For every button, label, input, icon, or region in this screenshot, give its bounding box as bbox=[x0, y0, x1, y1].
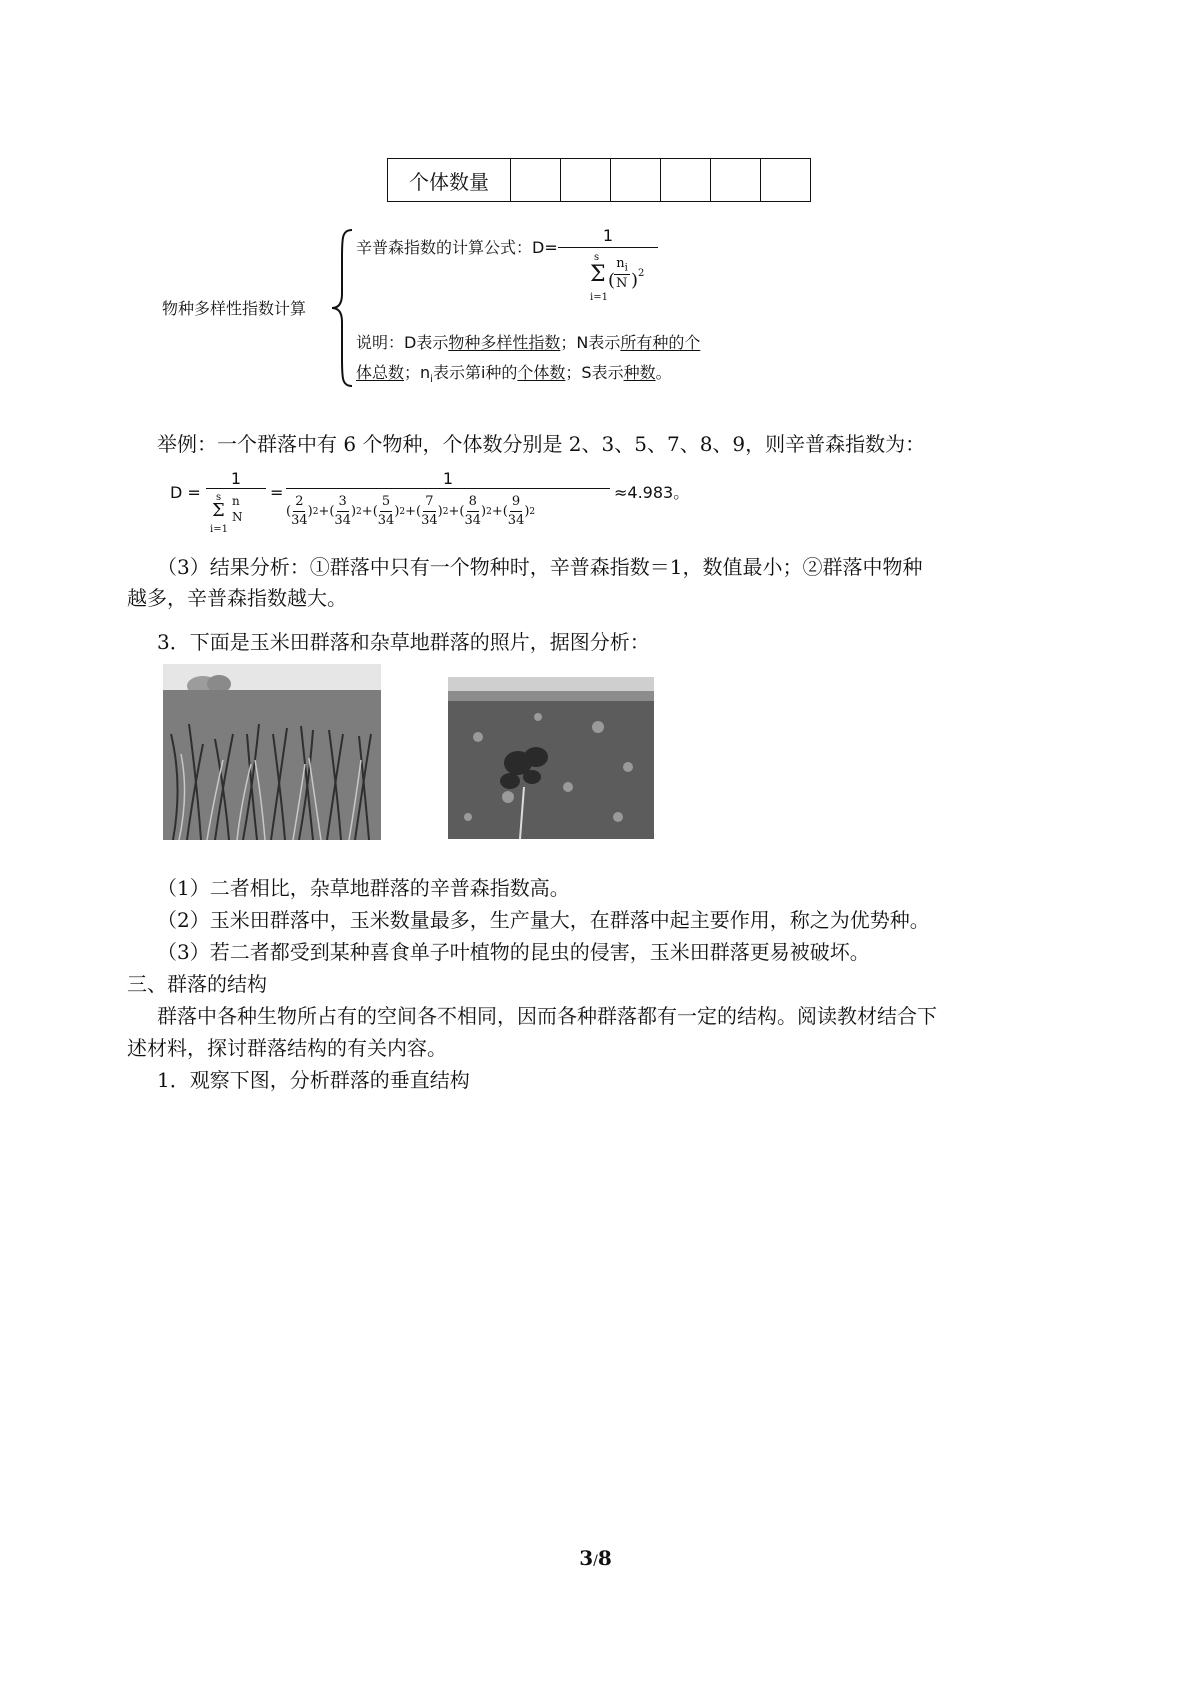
ex-term: ( $\frac{5}{34}$ ) 2 bbox=[372, 494, 406, 528]
ex-term-exponent: 2 bbox=[486, 506, 492, 517]
plus-sign: + bbox=[491, 504, 503, 519]
explain-text: 。 bbox=[655, 363, 672, 382]
explain-text: 说明：D表示 bbox=[356, 333, 449, 352]
ex-term: ( $\frac{7}{34}$ ) 2 bbox=[416, 494, 449, 528]
ex-term-numerator: 2 bbox=[293, 493, 305, 512]
example-formula bbox=[170, 470, 700, 542]
section-para-2: 述材料，探讨群落结构的有关内容。 bbox=[127, 1036, 447, 1060]
ex-n-var: n bbox=[232, 494, 240, 508]
simpson-formula: 1 s Σ i=1 ( $n_i$ N ) 2 bbox=[558, 225, 658, 310]
table-header-cell: 个体数量 bbox=[388, 159, 511, 202]
table-cell bbox=[711, 159, 761, 202]
left-brace-icon bbox=[330, 228, 356, 388]
ex-term-denominator: 34 bbox=[464, 513, 481, 528]
ex-term-exponent: 2 bbox=[312, 506, 319, 517]
explain-term-s: 种数 bbox=[623, 363, 656, 382]
ex-term: ( $\frac{2}{34}$ ) 2 bbox=[286, 494, 319, 528]
ex-term-denominator: 34 bbox=[291, 513, 308, 528]
explain-line-2 bbox=[356, 362, 672, 391]
weedland-photo bbox=[448, 677, 654, 839]
plus-sign: + bbox=[361, 504, 373, 519]
d-label: D = bbox=[170, 483, 201, 502]
section-para-1: 群落中各种生物所占有的空间各不相同，因而各种群落都有一定的结构。阅读教材结合下 bbox=[157, 1004, 937, 1028]
ex-term-denominator: 34 bbox=[377, 513, 395, 528]
ex-term-denominator: 34 bbox=[334, 513, 351, 528]
page-current: 3 bbox=[579, 1546, 594, 1570]
explain-subscript: i bbox=[430, 374, 433, 386]
question-3: 3．下面是玉米田群落和杂草地群落的照片，据图分析： bbox=[157, 630, 650, 654]
ex-term-denominator: 34 bbox=[421, 513, 438, 528]
explain-text: 表示第i种的 bbox=[432, 363, 518, 382]
table-cell bbox=[761, 159, 811, 202]
ex-term: ( $\frac{3}{34}$ ) 2 bbox=[329, 494, 362, 528]
explain-term-n: 所有种的个 bbox=[620, 333, 701, 352]
ex-term-numerator: 3 bbox=[337, 493, 349, 512]
n-var: n bbox=[616, 256, 625, 271]
plus-sign: + bbox=[448, 504, 460, 519]
ex-result: ≈4.983。 bbox=[614, 483, 690, 502]
explain-term-ni: 个体数 bbox=[517, 363, 566, 382]
ex-sum-symbol: Σ bbox=[212, 500, 225, 521]
ex-N-var: N bbox=[232, 510, 243, 524]
ex-term-exponent: 2 bbox=[442, 506, 449, 517]
ex-term-denominator: 34 bbox=[507, 513, 525, 528]
table-cell bbox=[561, 159, 611, 202]
count-table bbox=[387, 158, 811, 202]
square-exp: 2 bbox=[638, 268, 645, 279]
table-row bbox=[388, 159, 811, 202]
table-cell bbox=[511, 159, 561, 202]
ex-term-numerator: 5 bbox=[380, 493, 392, 512]
plus-sign: + bbox=[405, 504, 417, 519]
page-number bbox=[0, 1546, 1191, 1570]
N-var: N bbox=[616, 276, 628, 291]
answer-2: （2）玉米田群落中，玉米数量最多，生产量大，在群落中起主要作用，称之为优势种。 bbox=[157, 908, 930, 932]
example-text: 举例：一个群落中有 6 个物种，个体数分别是 2、3、5、7、8、9，则辛普森指数为： bbox=[157, 432, 926, 456]
formula-numerator: 1 bbox=[602, 226, 614, 245]
ex-term-exponent: 2 bbox=[529, 506, 536, 517]
ex-terms bbox=[286, 493, 610, 530]
ex-numerator: 1 bbox=[230, 469, 242, 488]
diagram-root-label: 物种多样性指数计算 bbox=[162, 299, 307, 318]
sum-symbol: Σ bbox=[590, 262, 606, 287]
ex-term: ( $\frac{9}{34}$ ) 2 bbox=[502, 494, 536, 528]
ex-term-numerator: 8 bbox=[467, 493, 479, 512]
ex-term-numerator: 9 bbox=[510, 493, 522, 512]
analysis-line-2: 越多，辛普森指数越大。 bbox=[127, 586, 347, 610]
ex-term-exponent: 2 bbox=[399, 506, 406, 517]
explain-text: ；S表示 bbox=[565, 363, 624, 382]
section-item-1: 1．观察下图，分析群落的垂直结构 bbox=[157, 1068, 470, 1092]
answer-1: （1）二者相比，杂草地群落的辛普森指数高。 bbox=[157, 876, 570, 900]
ex-sum-lower: i=1 bbox=[210, 524, 228, 535]
explain-line-1 bbox=[356, 332, 700, 354]
sum-upper: s bbox=[594, 252, 600, 263]
page-total: 8 bbox=[597, 1546, 612, 1570]
sum-lower: i=1 bbox=[590, 292, 608, 303]
ex-term: ( $\frac{8}{34}$ ) 2 bbox=[459, 494, 492, 528]
explain-text: ；N表示 bbox=[560, 333, 621, 352]
ex-term-numerator: 7 bbox=[423, 493, 435, 512]
explain-term-d: 物种多样性指数 bbox=[448, 333, 561, 352]
analysis-line-1: （3）结果分析：①群落中只有一个物种时，辛普森指数＝1，数值最小；②群落中物种 bbox=[157, 555, 923, 579]
n-subscript: i bbox=[624, 262, 628, 274]
explain-term-n2: 体总数 bbox=[356, 363, 405, 382]
table-cell bbox=[611, 159, 661, 202]
ex-denominator-expr bbox=[286, 470, 610, 530]
page-separator: / bbox=[593, 1553, 598, 1569]
plus-sign: + bbox=[318, 504, 330, 519]
cornfield-photo bbox=[163, 664, 381, 840]
equals-sign: = bbox=[270, 483, 284, 502]
ex-sum-upper: s bbox=[216, 492, 222, 503]
explain-text: ；n bbox=[404, 363, 431, 382]
ex-term-exponent: 2 bbox=[356, 506, 362, 517]
table-cell bbox=[661, 159, 711, 202]
ex-big-numerator: 1 bbox=[442, 469, 454, 488]
formula-label: 辛普森指数的计算公式：D= bbox=[356, 238, 558, 257]
section-heading: 三、群落的结构 bbox=[127, 972, 267, 996]
answer-3: （3）若二者都受到某种喜食单子叶植物的昆虫的侵害，玉米田群落更易被破坏。 bbox=[157, 940, 870, 964]
